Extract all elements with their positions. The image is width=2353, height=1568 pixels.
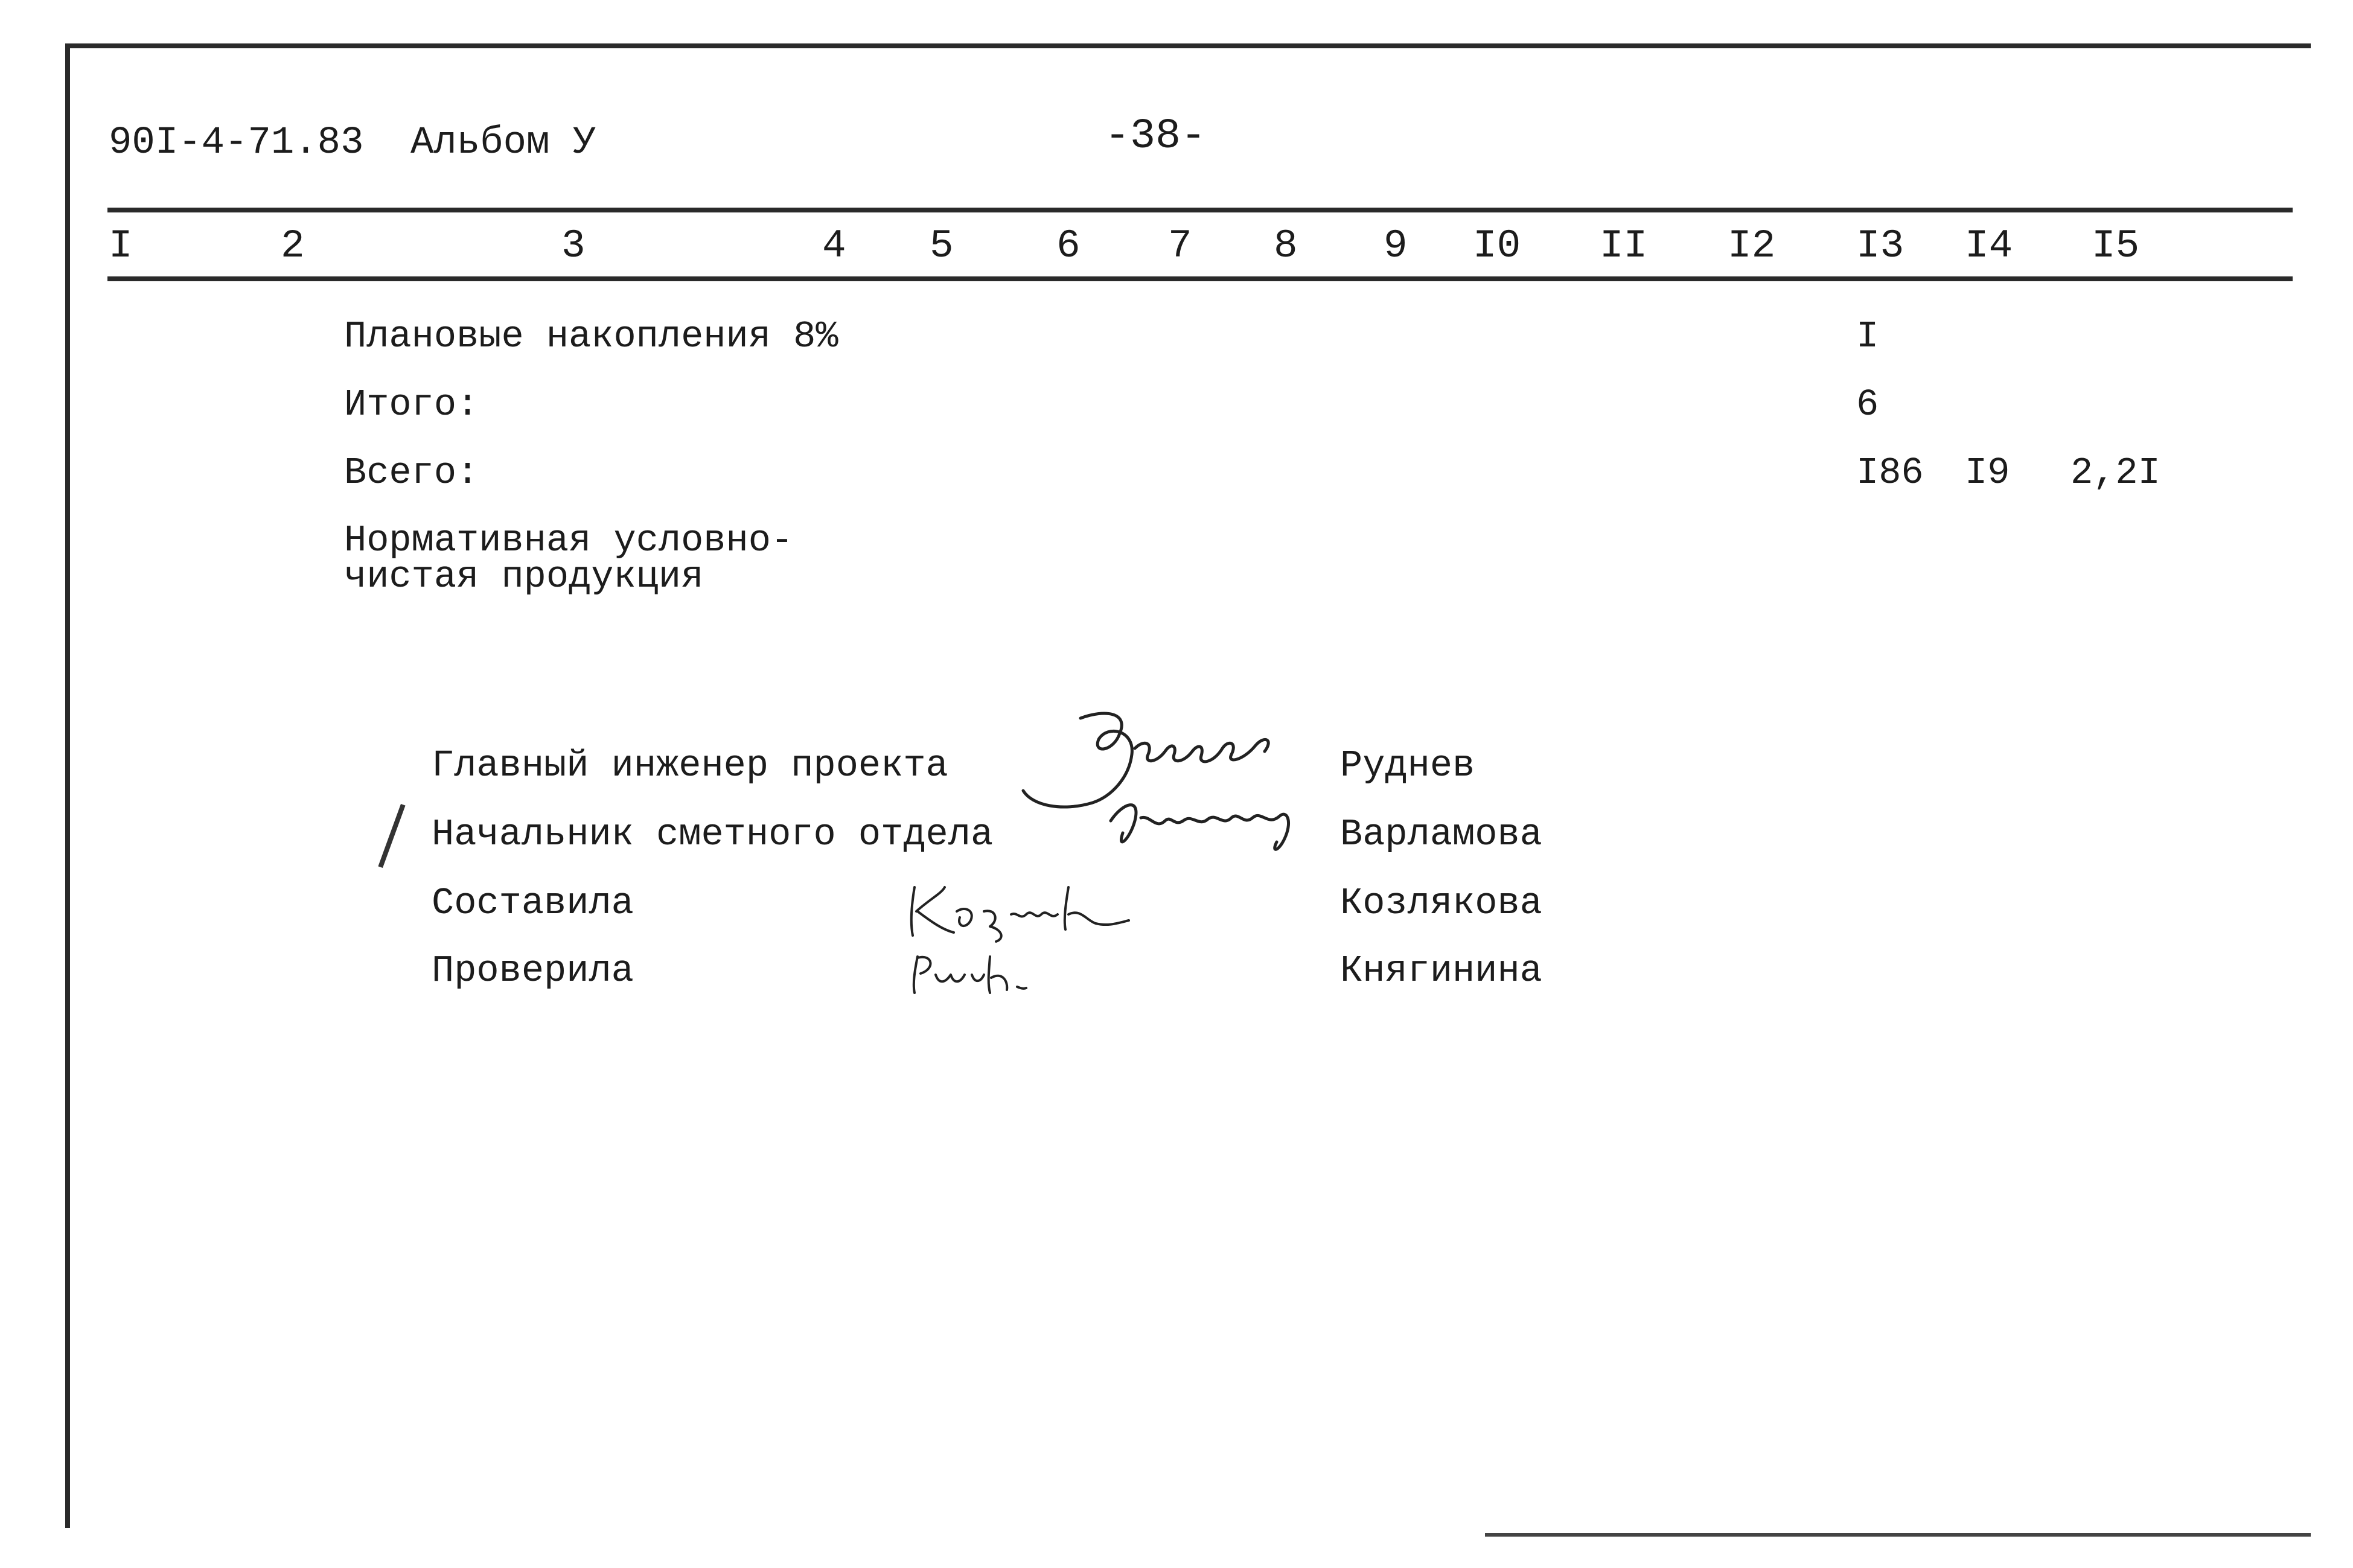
frame-bottom-border xyxy=(1485,1533,2311,1537)
column-header: 2 xyxy=(281,223,305,269)
column-header: 9 xyxy=(1384,223,1408,269)
row-label: Плановые накопления 8% xyxy=(344,315,838,358)
column-header: I4 xyxy=(1965,223,2013,269)
header-rule-top xyxy=(107,208,2293,212)
document-code: 90I-4-71.83 xyxy=(109,121,364,165)
handwritten-signature-checker xyxy=(899,945,1044,999)
column-header: 4 xyxy=(822,223,846,269)
row-label: Всего: xyxy=(344,451,479,494)
column-header: 8 xyxy=(1274,223,1298,269)
signature-role: Составила xyxy=(432,882,634,925)
row-value-col13: I xyxy=(1856,315,1879,358)
row-value-col13: I86 xyxy=(1856,451,1924,494)
frame-top-border xyxy=(66,43,2311,48)
signature-role: Начальник сметного отдела xyxy=(432,813,994,856)
signature-name: Руднев xyxy=(1340,744,1475,787)
column-header: I2 xyxy=(1728,223,1776,269)
page-number: -38- xyxy=(1105,113,1207,161)
note-line-1: Нормативная условно- xyxy=(344,519,794,562)
signature-name: Варламова xyxy=(1340,813,1542,856)
row-value-col13: 6 xyxy=(1856,383,1879,426)
note-line-2: чистая продукция xyxy=(344,555,704,598)
row-label: Итого: xyxy=(344,383,479,426)
frame-left-border xyxy=(65,43,70,1528)
column-header: I xyxy=(109,223,133,269)
column-header: I0 xyxy=(1473,223,1521,269)
column-header: 5 xyxy=(930,223,954,269)
margin-slash-mark xyxy=(378,804,405,868)
column-header: I5 xyxy=(2092,223,2140,269)
album-label: Альбом У xyxy=(410,121,596,165)
row-value-col15: 2,2I xyxy=(2070,451,2160,494)
signature-role: Главный инженер проекта xyxy=(432,744,948,787)
signature-name: Княгинина xyxy=(1340,949,1542,992)
column-header: I3 xyxy=(1856,223,1904,269)
header-rule-bottom xyxy=(107,276,2293,281)
column-header: 6 xyxy=(1056,223,1081,269)
signature-name: Козлякова xyxy=(1340,882,1542,925)
column-header: 3 xyxy=(561,223,586,269)
handwritten-signature-compiler xyxy=(899,863,1141,948)
handwritten-signature-estimate-chief xyxy=(1099,785,1328,875)
column-header: II xyxy=(1600,223,1648,269)
column-header: 7 xyxy=(1168,223,1192,269)
row-value-col14: I9 xyxy=(1965,451,2010,494)
signature-role: Проверила xyxy=(432,949,634,992)
